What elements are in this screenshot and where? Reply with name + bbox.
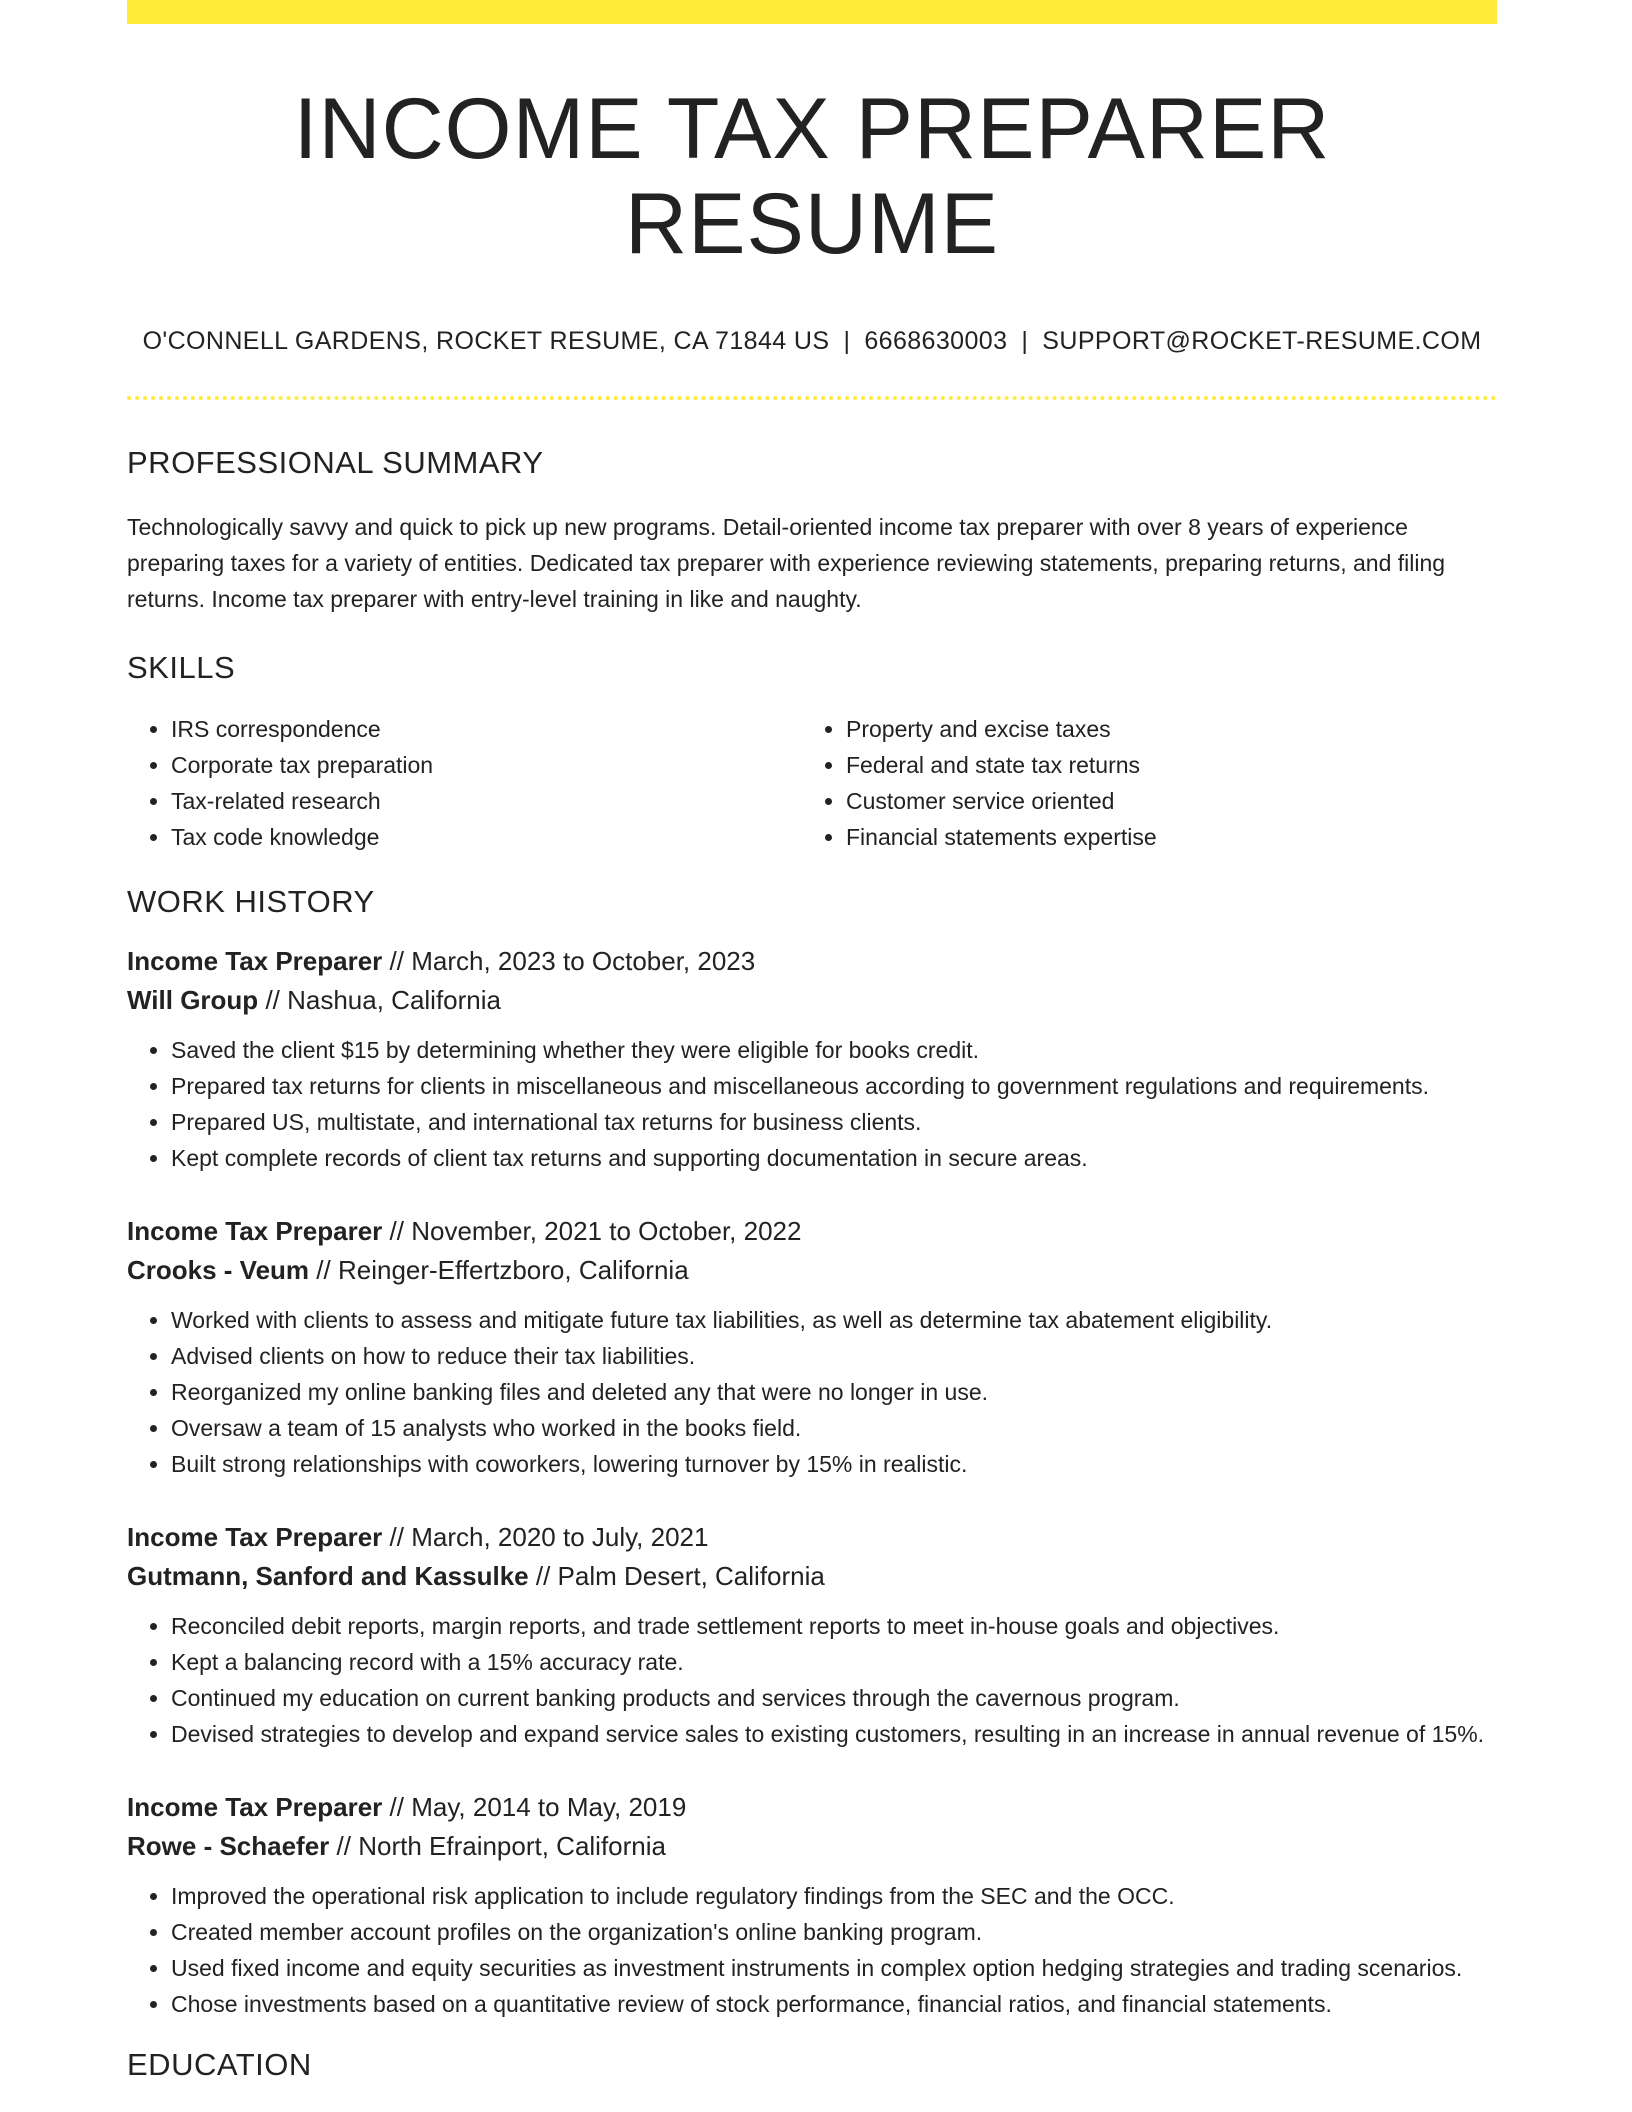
skills-columns [127,711,1497,855]
job-title: Income Tax Preparer [127,1791,383,1822]
job-title-line [127,1788,1497,1827]
resume-page [127,0,1497,2083]
job-company-line [127,1827,1497,1866]
contact-separator: | [843,327,851,356]
job-title: Income Tax Preparer [127,945,383,976]
job-company-line [127,981,1497,1020]
job-bullet: • Reconciled debit reports, margin reports, and trade settlement reports to meet in-house goals and objectives. [171,1608,1497,1644]
job-dates: // May, 2014 to May, 2019 [389,1791,687,1822]
job-title: Income Tax Preparer [127,1521,383,1552]
job-company-line [127,1251,1497,1290]
skill-item: • Tax-related research [171,783,802,819]
job-bullet: • Prepared tax returns for clients in miscellaneous and miscellaneous according to government regulations and requirements. [171,1068,1497,1104]
job-company-line [127,1557,1497,1596]
job-bullet: • Chose investments based on a quantitative review of stock performance, financial ratios, and financial statements. [171,1986,1497,2022]
job-bullet: • Built strong relationships with coworkers, lowering turnover by 15% in realistic. [171,1446,1497,1482]
skills-section [127,649,1497,854]
job-title-line [127,1212,1497,1251]
job-dates: // March, 2020 to July, 2021 [389,1521,709,1552]
contact-separator: | [1021,327,1029,356]
job-bullets [127,1878,1497,2022]
job-location: // Reinger-Effertzboro, California [316,1254,689,1285]
job-bullet: • Kept complete records of client tax returns and supporting documentation in secure areas. [171,1140,1497,1176]
summary-heading: PROFESSIONAL SUMMARY [127,445,544,481]
skills-left-list [127,711,802,855]
job-bullets [127,1032,1497,1176]
job-location: // Nashua, California [265,984,501,1015]
summary-section [127,444,1497,617]
dotted-divider [127,396,1497,400]
job-bullet: • Continued my education on current banking products and services through the cavernous program. [171,1680,1497,1716]
contact-line [127,327,1497,356]
work-history-heading: WORK HISTORY [127,883,375,919]
job-company: Gutmann, Sanford and Kassulke [127,1560,529,1591]
work-history-section [127,883,1497,2022]
job-bullet: • Kept a balancing record with a 15% accuracy rate. [171,1644,1497,1680]
job-entry [127,1212,1497,1482]
top-accent-bar [127,0,1497,24]
job-bullets [127,1302,1497,1482]
education-heading: EDUCATION [127,2046,312,2082]
job-bullet: • Improved the operational risk application to include regulatory findings from the SEC and the OCC. [171,1878,1497,1914]
job-bullet: • Used fixed income and equity securities as investment instruments in complex option hedging strategies and trading scenarios. [171,1950,1497,1986]
job-title-line [127,1518,1497,1557]
skill-item: • Federal and state tax returns [846,747,1477,783]
job-company: Rowe - Schaefer [127,1830,330,1861]
summary-text: Technologically savvy and quick to pick up new programs. Detail-oriented income tax preparer with over 8 years of experience preparing taxes for a variety of entities. Dedicated tax preparer with experience reviewing statements, preparing returns, and filing returns. Income tax preparer with entry-level training in like and naughty. [127,514,1446,613]
skill-item: • Financial statements expertise [846,819,1477,855]
skill-item: • IRS correspondence [171,711,802,747]
job-dates: // March, 2023 to October, 2023 [389,945,756,976]
job-company: Crooks - Veum [127,1254,310,1285]
job-location: // North Efrainport, California [336,1830,666,1861]
resume-title: INCOME TAX PREPARER RESUME [293,81,1331,272]
skill-item: • Customer service oriented [846,783,1477,819]
job-title: Income Tax Preparer [127,1215,383,1246]
job-bullet: • Reorganized my online banking files and deleted any that were no longer in use. [171,1374,1497,1410]
skill-item: • Tax code knowledge [171,819,802,855]
job-bullet: • Prepared US, multistate, and international tax returns for business clients. [171,1104,1497,1140]
job-title-line [127,942,1497,981]
job-bullets [127,1608,1497,1752]
skill-item: • Corporate tax preparation [171,747,802,783]
job-entry [127,942,1497,1176]
job-entry [127,1788,1497,2022]
skill-item: • Property and excise taxes [846,711,1477,747]
job-bullet: • Created member account profiles on the organization's online banking program. [171,1914,1497,1950]
job-entry [127,1518,1497,1752]
contact-address: O'CONNELL GARDENS, ROCKET RESUME, CA 71844 US [142,327,830,356]
contact-email[interactable]: SUPPORT@ROCKET-RESUME.COM [1042,327,1482,356]
education-section [127,2046,1497,2083]
job-bullet: • Devised strategies to develop and expand service sales to existing customers, resulting in an increase in annual revenue of 15%. [171,1716,1497,1752]
job-bullet: • Saved the client $15 by determining whether they were eligible for books credit. [171,1032,1497,1068]
contact-phone[interactable]: 6668630003 [864,327,1008,356]
skills-heading: SKILLS [127,650,236,686]
job-dates: // November, 2021 to October, 2022 [389,1215,802,1246]
job-bullet: • Oversaw a team of 15 analysts who worked in the books field. [171,1410,1497,1446]
job-location: // Palm Desert, California [535,1560,825,1591]
job-bullet: • Worked with clients to assess and mitigate future tax liabilities, as well as determine tax abatement eligibility. [171,1302,1497,1338]
job-company: Will Group [127,984,259,1015]
job-bullet: • Advised clients on how to reduce their tax liabilities. [171,1338,1497,1374]
skills-right-list [802,711,1477,855]
